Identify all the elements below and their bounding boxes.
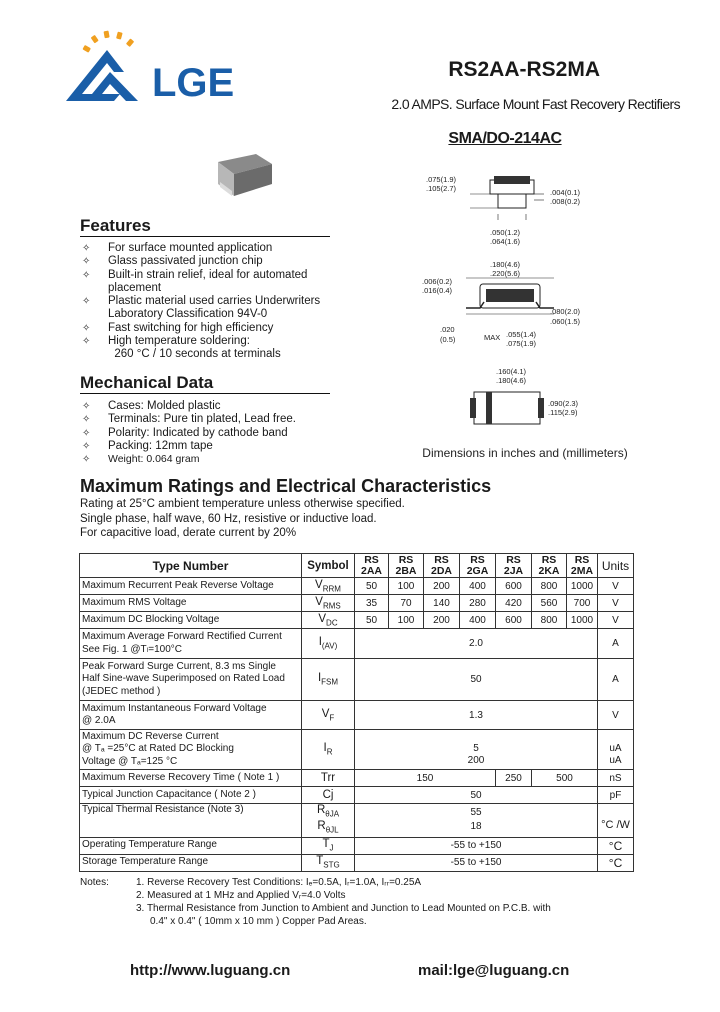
table-row xyxy=(80,578,634,595)
type-number-header: Type Number xyxy=(80,554,302,578)
unit-cell: °C /W xyxy=(598,804,634,838)
lge-logo xyxy=(62,28,262,108)
list-item: ✧ Terminals: Pure tin plated, Lead free. xyxy=(82,413,296,426)
dim-label: (0.5) xyxy=(440,335,456,344)
param-desc: Storage Temperature Range xyxy=(80,854,302,871)
dim-label: .160(4.1) xyxy=(496,367,527,376)
table-row xyxy=(80,595,634,612)
part-code-header: RS 2AA xyxy=(355,554,389,578)
dim-label: MAX xyxy=(484,333,501,342)
list-item: ✧ Cases: Molded plastic xyxy=(82,400,221,412)
dim-label: .060(1.5) xyxy=(550,317,581,326)
value-cell: 150 xyxy=(355,770,496,787)
part-code-header: RS 2DA xyxy=(424,554,460,578)
param-symbol: Trr xyxy=(302,770,355,787)
unit-cell: V xyxy=(598,612,634,629)
unit-cell: °C xyxy=(598,854,634,871)
table-row xyxy=(80,659,634,701)
dim-label: .105(2.7) xyxy=(426,184,457,193)
diamond-bullet-icon: ✧ xyxy=(82,269,91,281)
value-cell: 50 xyxy=(355,659,598,701)
param-symbol: Cj xyxy=(302,787,355,804)
ratings-conditions xyxy=(80,497,405,541)
note-1: 1. Reverse Recovery Test Conditions: Iₑ=0.5A, Iᵣ=1.0A, Iᵣᵣ=0.25A xyxy=(136,877,422,888)
value-cell: 100 xyxy=(389,612,424,629)
note-3: 3. Thermal Resistance from Junction to Ambient and Junction to Lead Mounted on P.C.B. with xyxy=(136,903,551,914)
part-code-header: RS 2JA xyxy=(496,554,532,578)
value-cell: 50 xyxy=(355,787,598,804)
diamond-bullet-icon: ✧ xyxy=(82,256,91,268)
table-row xyxy=(80,612,634,629)
list-item: ✧ Weight: 0.064 gram xyxy=(82,453,200,466)
list-item: ✧ Fast switching for high efficiency xyxy=(82,321,274,334)
param-desc: Maximum DC Blocking Voltage xyxy=(80,612,302,629)
condition-line: Single phase, half wave, 60 Hz, resistive or inductive load. xyxy=(80,512,377,525)
value-cell: 50 xyxy=(355,578,389,595)
part-number-title: RS2AA-RS2MA xyxy=(448,58,600,81)
param-symbol: $T_{STG}$ xyxy=(302,854,355,871)
param-symbol: $I_R$ xyxy=(302,730,355,770)
mechanical-heading: Mechanical Data xyxy=(80,373,330,394)
value-cell: 50 xyxy=(355,612,389,629)
website-link[interactable]: http://www.luguang.cn xyxy=(130,962,291,979)
unit-cell: V xyxy=(598,595,634,612)
value-cell: 600 xyxy=(496,612,532,629)
dim-label: .075(1.9) xyxy=(426,175,457,184)
table-header-row xyxy=(80,554,634,578)
diamond-bullet-icon: ✧ xyxy=(82,440,91,452)
unit-cell: °C xyxy=(598,837,634,854)
value-cell: 1.3 xyxy=(355,701,598,730)
param-desc: Peak Forward Surge Current, 8.3 ms Single Half Sine-wave Superimposed on Rated Load (JEDEC method ) xyxy=(80,659,302,701)
table-row xyxy=(80,770,634,787)
dimension-caption: Dimensions in inches and (millimeters) xyxy=(422,446,628,460)
product-subtitle: 2.0 AMPS. Surface Mount Fast Recovery Rectifiers xyxy=(391,96,680,112)
unit-cell: pF xyxy=(598,787,634,804)
table-row xyxy=(80,804,634,838)
table-row xyxy=(80,701,634,730)
bottom-view-drawing xyxy=(470,367,579,424)
dim-label: .006(0.2) xyxy=(422,277,453,286)
brand-wordmark: LGE xyxy=(152,61,235,105)
dim-label: .080(2.0) xyxy=(550,307,581,316)
table-row xyxy=(80,854,634,871)
diamond-bullet-icon: ✧ xyxy=(82,401,91,412)
value-cell: 250 xyxy=(496,770,532,787)
diamond-bullet-icon: ✧ xyxy=(82,427,91,439)
condition-line: Rating at 25°C ambient temperature unless otherwise specified. xyxy=(80,498,405,510)
list-item: ✧ Glass passivated junction chip xyxy=(82,255,263,268)
value-cell: 560 xyxy=(532,595,567,612)
value-cell: 800 xyxy=(532,612,567,629)
sun-rays-icon xyxy=(82,31,134,53)
value-cell: 200 xyxy=(424,578,460,595)
unit-cell: uA uA xyxy=(598,730,634,770)
notes-block xyxy=(80,876,551,928)
notes-label: Notes: xyxy=(80,877,109,888)
param-symbol: $I_{FSM}$ xyxy=(302,659,355,701)
value-cell: 500 xyxy=(532,770,598,787)
unit-cell: A xyxy=(598,659,634,701)
value-cell: -55 to +150 xyxy=(355,854,598,871)
side-view-drawing xyxy=(422,260,581,348)
param-desc: Maximum RMS Voltage xyxy=(80,595,302,612)
param-symbol: $T_J$ xyxy=(302,837,355,854)
dim-label: .064(1.6) xyxy=(490,237,521,246)
list-item: ✧ High temperature soldering: 260 °C / 10 seconds at terminals xyxy=(82,335,281,361)
part-code-header: RS 2BA xyxy=(389,554,424,578)
value-cell: 100 xyxy=(389,578,424,595)
dim-label: .075(1.9) xyxy=(506,339,537,348)
unit-cell: nS xyxy=(598,770,634,787)
units-header: Units xyxy=(598,554,634,578)
list-item: ✧ For surface mounted application xyxy=(82,242,273,254)
dim-label: .220(5.6) xyxy=(490,269,521,278)
dim-label: .090(2.3) xyxy=(548,399,579,408)
ratings-heading: Maximum Ratings and Electrical Characteristics xyxy=(80,476,492,496)
param-desc: Maximum Average Forward Rectified Current See Fig. 1 @Tₗ=100°C xyxy=(80,629,302,659)
condition-line: For capacitive load, derate current by 20% xyxy=(80,527,297,539)
table-row xyxy=(80,837,634,854)
value-cell: 200 xyxy=(424,612,460,629)
diamond-bullet-icon: ✧ xyxy=(82,336,91,348)
diamond-bullet-icon: ✧ xyxy=(82,414,91,426)
list-item: ✧ Packing: 12mm tape xyxy=(82,439,213,452)
value-cell: 140 xyxy=(424,595,460,612)
value-cell: 35 xyxy=(355,595,389,612)
dim-label: .180(4.6) xyxy=(490,260,521,269)
table-row xyxy=(80,787,634,804)
value-cell: 420 xyxy=(496,595,532,612)
value-cell: 55 18 xyxy=(355,804,598,838)
param-desc: Maximum Recurrent Peak Reverse Voltage xyxy=(80,578,302,595)
note-3-cont: 0.4" x 0.4" ( 10mm x 10 mm ) Copper Pad Areas. xyxy=(150,916,367,927)
value-cell: 2.0 xyxy=(355,629,598,659)
param-symbol: $V_{RRM}$ xyxy=(302,578,355,595)
dim-label: .180(4.6) xyxy=(496,376,527,385)
unit-cell: V xyxy=(598,578,634,595)
features-list xyxy=(82,242,320,362)
value-cell: 70 xyxy=(389,595,424,612)
param-symbol: $V_F$ xyxy=(302,701,355,730)
diamond-bullet-icon: ✧ xyxy=(82,322,91,334)
param-symbol: $R_{\theta JA}$ $R_{\theta JL}$ xyxy=(302,804,355,838)
param-desc: Operating Temperature Range xyxy=(80,837,302,854)
value-cell: 400 xyxy=(460,612,496,629)
diamond-bullet-icon: ✧ xyxy=(82,243,91,254)
symbol-header: Symbol xyxy=(302,554,355,578)
features-heading: Features xyxy=(80,216,330,237)
value-cell: 400 xyxy=(460,578,496,595)
param-desc: Maximum Instantaneous Forward Voltage @ 2.0A xyxy=(80,701,302,730)
param-desc: Typical Thermal Resistance (Note 3) xyxy=(80,804,302,838)
value-cell: 700 xyxy=(567,595,598,612)
param-desc: Maximum DC Reverse Current @ Tₐ =25°C at Rated DC Blocking Voltage @ Tₐ=125 °C xyxy=(80,730,302,770)
dim-label: .004(0.1) xyxy=(550,188,581,197)
diamond-bullet-icon: ✧ xyxy=(82,454,91,466)
value-cell: 1000 xyxy=(567,578,598,595)
top-view-drawing xyxy=(426,175,581,246)
unit-cell: V xyxy=(598,701,634,730)
triangle-mark-icon xyxy=(66,50,138,101)
dim-label: .016(0.4) xyxy=(422,286,453,295)
dim-label: .020 xyxy=(440,325,455,334)
unit-cell: A xyxy=(598,629,634,659)
param-symbol: $V_{RMS}$ xyxy=(302,595,355,612)
part-code-header: RS 2GA xyxy=(460,554,496,578)
value-cell: 800 xyxy=(532,578,567,595)
email-link[interactable]: mail:lge@luguang.cn xyxy=(418,962,570,979)
param-desc: Typical Junction Capacitance ( Note 2 ) xyxy=(80,787,302,804)
diamond-bullet-icon: ✧ xyxy=(82,296,91,308)
value-cell: 280 xyxy=(460,595,496,612)
mechanical-list xyxy=(82,400,296,466)
table-row xyxy=(80,629,634,659)
component-photo xyxy=(210,150,280,202)
dim-label: .050(1.2) xyxy=(490,228,521,237)
param-desc: Maximum Reverse Recovery Time ( Note 1 ) xyxy=(80,770,302,787)
package-title: SMA/DO-214AC xyxy=(448,130,562,147)
list-item: ✧ Plastic material used carries Underwriters Laboratory Classification 94V-0 xyxy=(82,295,321,321)
table-row xyxy=(80,730,634,770)
value-cell: 5 200 xyxy=(355,730,598,770)
part-code-header: RS 2MA xyxy=(567,554,598,578)
value-cell: 600 xyxy=(496,578,532,595)
param-symbol: $V_{DC}$ xyxy=(302,612,355,629)
part-code-header: RS 2KA xyxy=(532,554,567,578)
value-cell: -55 to +150 xyxy=(355,837,598,854)
value-cell: 1000 xyxy=(567,612,598,629)
list-item: ✧ Polarity: Indicated by cathode band xyxy=(82,426,288,439)
ratings-table xyxy=(79,553,634,872)
dim-label: .115(2.9) xyxy=(548,408,578,417)
dimension-drawings xyxy=(410,172,600,434)
list-item: ✧ Built-in strain relief, ideal for automated placement xyxy=(82,268,308,294)
dim-label: .055(1.4) xyxy=(506,330,537,339)
param-symbol: $I_{(AV)}$ xyxy=(302,629,355,659)
note-2: 2. Measured at 1 MHz and Applied Vᵣ=4.0 Volts xyxy=(136,890,346,901)
dim-label: .008(0.2) xyxy=(550,197,581,206)
